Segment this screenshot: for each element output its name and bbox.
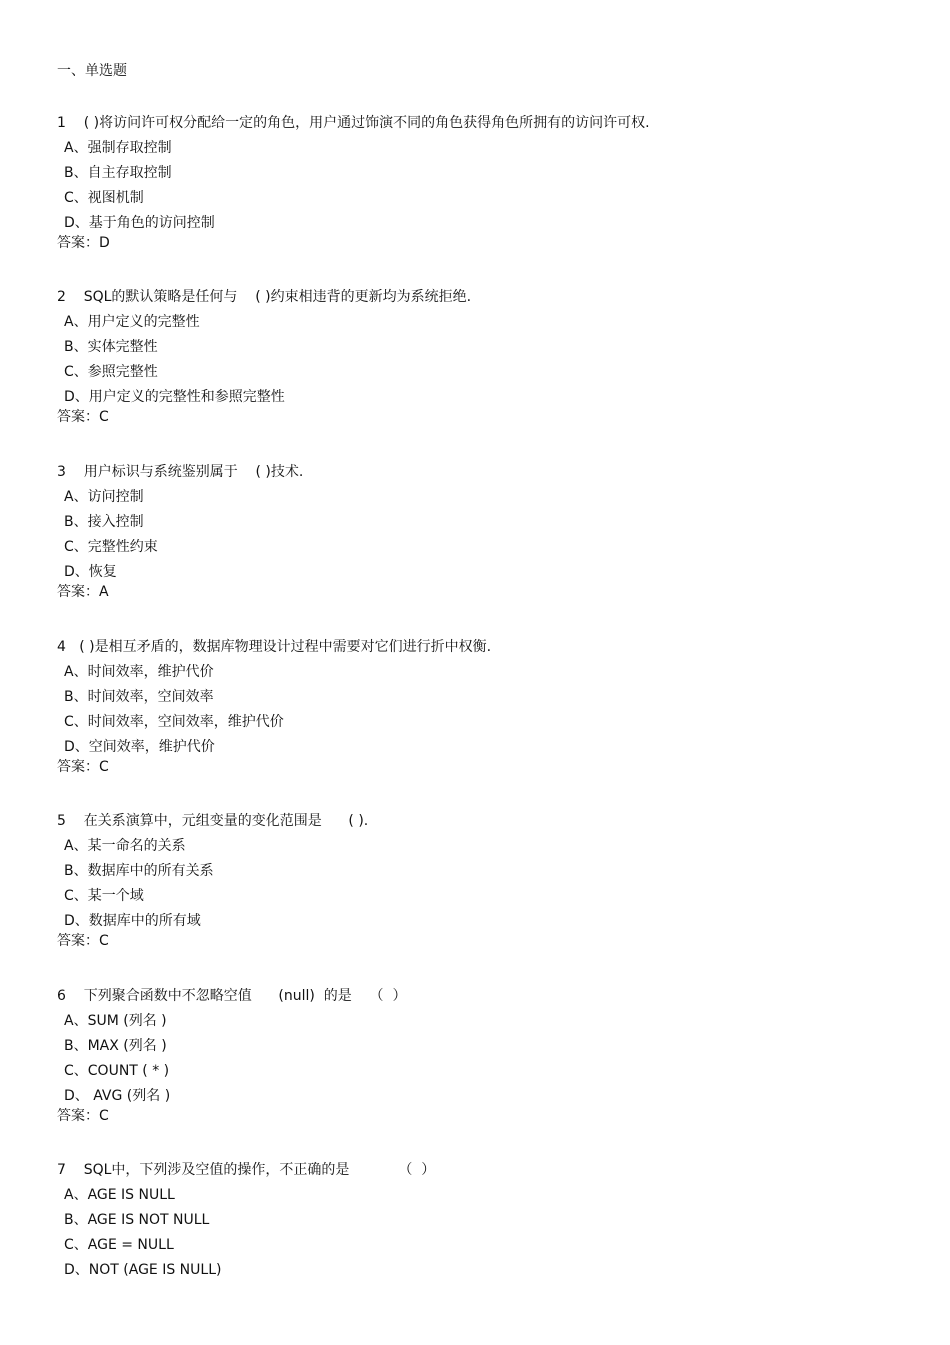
- answer-line: [57, 583, 917, 601]
- answer-line: [57, 758, 917, 776]
- option-a: A、访问控制: [64, 489, 144, 505]
- option-b: B、时间效率，空间效率: [64, 689, 214, 705]
- option-a: A、强制存取控制: [64, 140, 172, 156]
- answer-value: C: [99, 1108, 109, 1124]
- option-d: D、 AVG (列名 ): [64, 1088, 171, 1104]
- option-d: D、空间效率，维护代价: [64, 739, 215, 755]
- option-list: [57, 488, 917, 581]
- section-title: 一、单选题: [57, 63, 127, 79]
- option-list: [57, 663, 917, 756]
- question-1: [57, 114, 917, 252]
- answer-value: D: [99, 235, 110, 251]
- question-stem: 4 ( )是相互矛盾的，数据库物理设计过程中需要对它们进行折中权衡.: [57, 639, 492, 655]
- question-7: [57, 1161, 917, 1286]
- option-c: C、时间效率，空间效率，维护代价: [64, 714, 284, 730]
- option-b: B、实体完整性: [64, 339, 158, 355]
- question-2: [57, 288, 917, 426]
- question-5: [57, 812, 917, 950]
- option-a: A、AGE IS NULL: [64, 1187, 175, 1203]
- answer-value: C: [99, 933, 109, 949]
- question-stem: 2 SQL的默认策略是任何与 ( )约束相违背的更新均为系统拒绝.: [57, 289, 472, 305]
- question-stem: 5 在关系演算中，元组变量的变化范围是 ( ).: [57, 813, 369, 829]
- question-stem: 3 用户标识与系统鉴别属于 ( )技术.: [57, 464, 304, 480]
- answer-line: [57, 234, 917, 252]
- answer-value: C: [99, 409, 109, 425]
- answer-line: [57, 1107, 917, 1125]
- option-list: [57, 837, 917, 930]
- option-list: [57, 313, 917, 406]
- option-d: D、数据库中的所有域: [64, 913, 201, 929]
- option-b: B、MAX (列名 ): [64, 1038, 167, 1054]
- option-a: A、SUM (列名 ): [64, 1013, 167, 1029]
- option-d: D、基于角色的访问控制: [64, 215, 215, 231]
- answer-line: [57, 408, 917, 426]
- option-a: A、用户定义的完整性: [64, 314, 200, 330]
- question-6: [57, 987, 917, 1125]
- question-stem: 7 SQL中，下列涉及空值的操作，不正确的是 （ ）: [57, 1162, 436, 1178]
- question-stem: 6 下列聚合函数中不忽略空值 (null) 的是 （ ）: [57, 988, 407, 1004]
- option-c: C、COUNT ( * ): [64, 1063, 170, 1079]
- option-c: C、完整性约束: [64, 539, 158, 555]
- answer-value: C: [99, 759, 109, 775]
- question-stem: 1 ( )将访问许可权分配给一定的角色，用户通过饰演不同的角色获得角色所拥有的访问许可权.: [57, 115, 650, 131]
- option-b: B、接入控制: [64, 514, 144, 530]
- option-d: D、NOT (AGE IS NULL): [64, 1262, 222, 1278]
- option-b: B、自主存取控制: [64, 165, 172, 181]
- option-c: C、视图机制: [64, 190, 144, 206]
- option-c: C、某一个域: [64, 888, 144, 904]
- option-list: [57, 1186, 917, 1279]
- option-a: A、某一命名的关系: [64, 838, 186, 854]
- answer-label: 答案：: [57, 235, 99, 251]
- question-4: [57, 638, 917, 776]
- option-list: [57, 139, 917, 232]
- option-c: C、参照完整性: [64, 364, 158, 380]
- answer-label: 答案：: [57, 1108, 99, 1124]
- option-b: B、AGE IS NOT NULL: [64, 1212, 210, 1228]
- option-b: B、数据库中的所有关系: [64, 863, 214, 879]
- option-d: D、恢复: [64, 564, 117, 580]
- option-d: D、用户定义的完整性和参照完整性: [64, 389, 285, 405]
- option-c: C、AGE = NULL: [64, 1237, 174, 1253]
- option-a: A、时间效率，维护代价: [64, 664, 214, 680]
- question-3: [57, 463, 917, 601]
- answer-label: 答案：: [57, 933, 99, 949]
- answer-line: [57, 932, 917, 950]
- option-list: [57, 1012, 917, 1105]
- answer-label: 答案：: [57, 759, 99, 775]
- answer-label: 答案：: [57, 584, 99, 600]
- answer-label: 答案：: [57, 409, 99, 425]
- answer-value: A: [99, 584, 109, 600]
